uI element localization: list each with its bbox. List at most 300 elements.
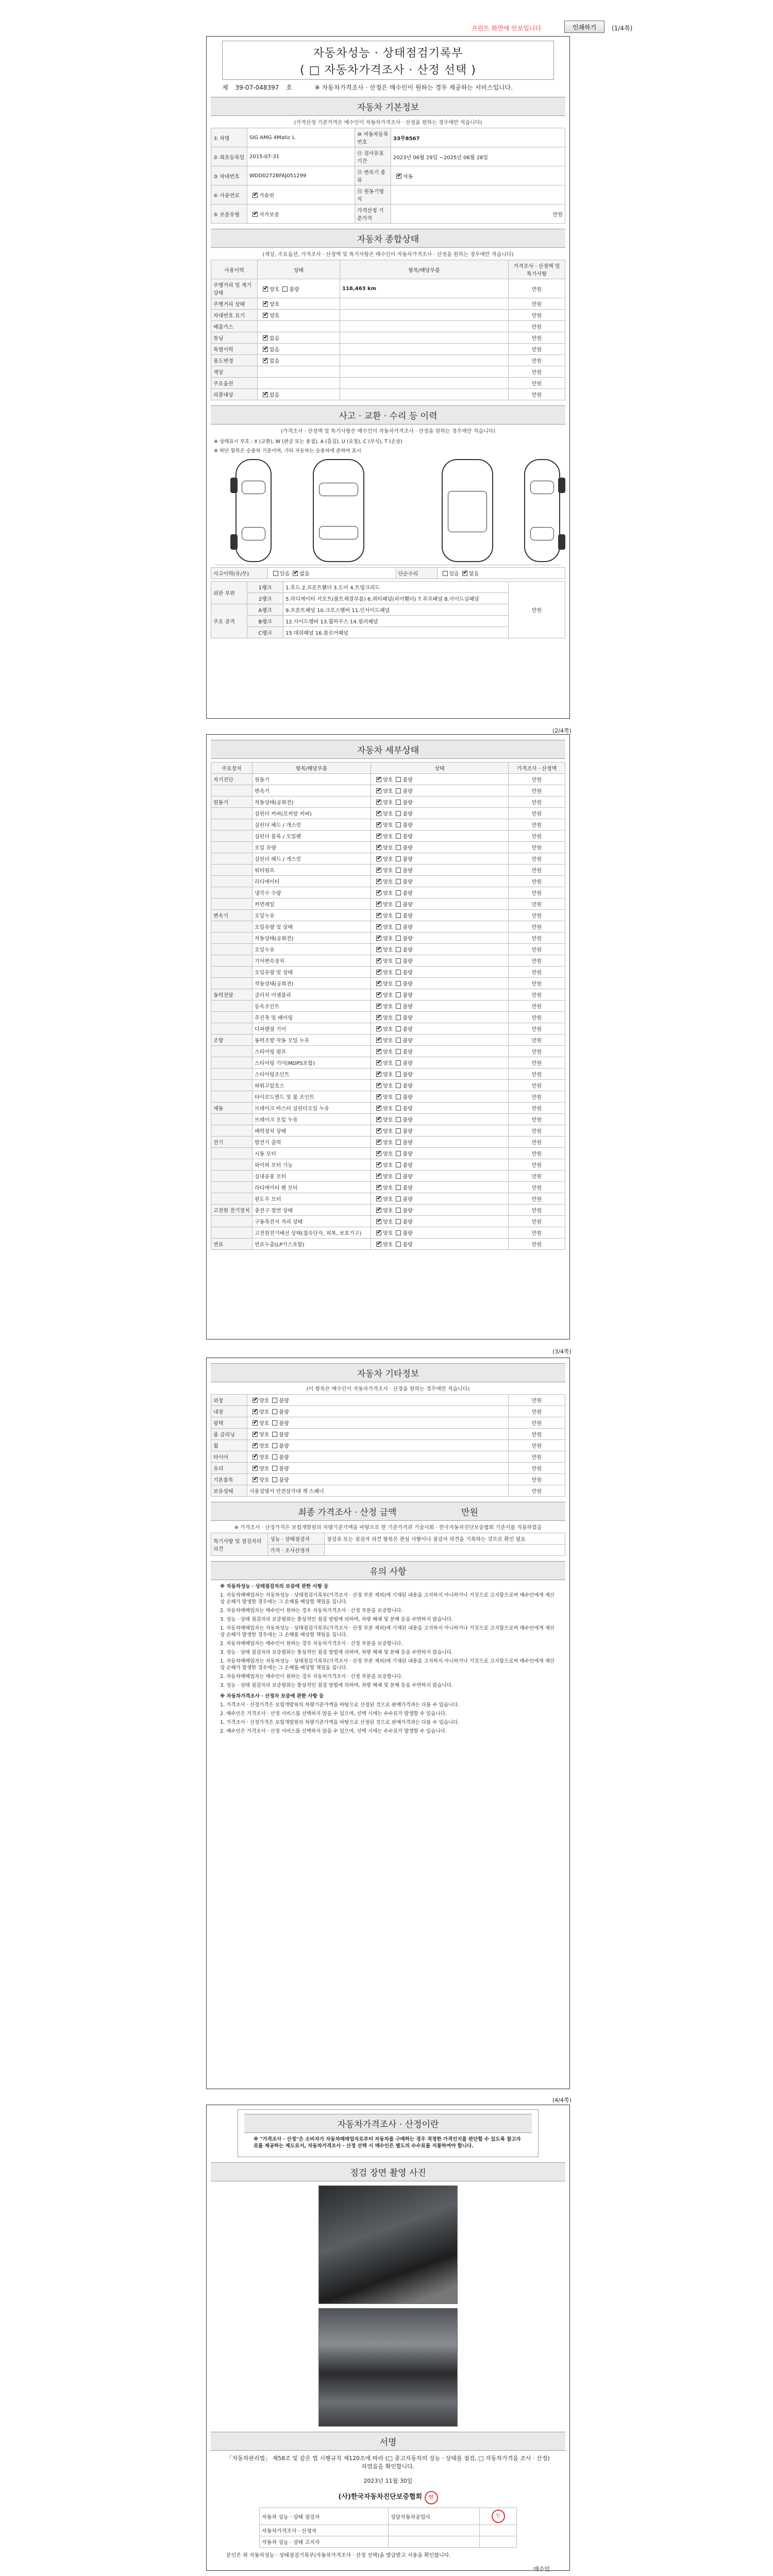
table-row: [211, 1091, 565, 1103]
checkbox-icon: [253, 1477, 258, 1482]
status-cell: [371, 1193, 509, 1205]
status-text: 불량: [402, 823, 413, 828]
table-row: [211, 1429, 565, 1440]
checkbox-icon: [376, 1015, 381, 1020]
price-cell: 만원: [509, 842, 565, 853]
price-cell: 만원: [509, 378, 565, 389]
buyer-row: [211, 2562, 565, 2576]
checkbox-icon: [263, 392, 268, 397]
table-row: [211, 1474, 565, 1485]
status-text: 양호: [383, 868, 393, 874]
table-row: [211, 298, 565, 310]
checkbox-icon: [396, 1083, 401, 1088]
group-cell: [211, 1080, 253, 1091]
table-row: [211, 1069, 565, 1080]
item-cell: 시동 모터: [253, 1148, 371, 1159]
group-cell: [211, 785, 253, 796]
status-text: 양호: [259, 1410, 270, 1415]
status-text: 양호: [259, 1444, 270, 1449]
status-text: 양호: [383, 891, 393, 896]
checkbox-icon: [396, 902, 401, 907]
status-text: 양호: [383, 936, 393, 942]
label-cell: 주요 골격: [211, 604, 247, 638]
status-text: 양호: [383, 1140, 393, 1146]
checkbox-icon: [272, 1409, 277, 1414]
price-cell: 만원: [509, 1395, 565, 1406]
table-row: [211, 1485, 565, 1497]
price-table: [211, 1533, 565, 1556]
checkbox-icon: [396, 788, 401, 793]
checkbox-icon: [376, 845, 381, 850]
table-row: [211, 1148, 565, 1159]
value-cell: [283, 593, 509, 604]
status-text: 불량: [402, 1061, 413, 1066]
status-text: 불량: [402, 1140, 413, 1146]
status-text: 불량: [402, 1197, 413, 1202]
group-cell: [211, 955, 253, 967]
group-cell: 고전원 전기장치: [211, 1205, 253, 1216]
group-cell: 조향: [211, 1035, 253, 1046]
group-cell: [211, 967, 253, 978]
table-row: [211, 389, 565, 400]
notes-section: [211, 1561, 565, 1740]
status-cell: [258, 355, 340, 366]
table-row: [211, 989, 565, 1001]
status-text: 양호: [383, 800, 393, 806]
group-cell: [211, 1069, 253, 1080]
status-cell: [371, 1171, 509, 1182]
notes-body: [211, 1580, 565, 1740]
checkbox-icon: [253, 1409, 258, 1414]
group-cell: 변속기: [211, 910, 253, 921]
status-text: 양호: [383, 834, 393, 840]
label-cell: 성능 · 상태점검자: [268, 1533, 325, 1545]
page-3: [206, 1358, 570, 2089]
status-cell: [371, 842, 509, 853]
checkbox-icon: [376, 834, 381, 839]
price-cell: 만원: [509, 582, 565, 638]
item-cell: 충전구 절연 상태: [253, 1205, 371, 1216]
label-cell: ② 최초등록일: [211, 147, 247, 166]
label-cell: 자동차 성능 · 상태 점검자: [260, 2508, 389, 2525]
group-cell: [211, 1159, 253, 1171]
status-text: 불량: [402, 868, 413, 874]
checkbox-icon: [396, 1004, 401, 1009]
table-row: [211, 1533, 565, 1545]
checkbox-icon: [376, 981, 381, 986]
basic-info-section: [211, 97, 565, 224]
price-cell: 만원: [509, 279, 565, 298]
status-text: 불량: [402, 981, 413, 987]
checkbox-icon: [396, 834, 401, 839]
checkbox-icon: [272, 1420, 277, 1426]
status-cell: [247, 1395, 509, 1406]
price-cell: 만원: [509, 1137, 565, 1148]
group-cell: [211, 978, 253, 989]
status-text: 양호: [383, 1242, 393, 1248]
table-row: [211, 1216, 565, 1227]
checkbox-icon: [396, 1162, 401, 1167]
checkbox-icon: [396, 992, 401, 997]
table-row: [211, 865, 565, 876]
window-icon: [319, 483, 358, 496]
note-item: 1. 자동차매매업자는 자동차성능 · 상태점검기록부(가격조사 · 산정 부분 제외)에 기재된 내용을 고지하지 아니하거나 거짓으로 고지함으로써 매수인에게 재산상 손해가 발생한 경우에는 그 손해를 배상할 책임을 집니다.: [220, 1625, 554, 1638]
table-header-row: [211, 762, 565, 774]
doc-label: 제: [222, 84, 228, 91]
status-cell: [371, 1012, 509, 1023]
price-cell: 만원: [509, 1103, 565, 1114]
status-text: 불량: [402, 959, 413, 964]
status-text: 있음: [449, 571, 459, 577]
status-cell: [371, 978, 509, 989]
table-row: [211, 321, 565, 332]
status-text: 불량: [402, 1015, 413, 1021]
table-row: [211, 1035, 565, 1046]
group-cell: [211, 1216, 253, 1227]
group-cell: [211, 1057, 253, 1069]
table-row: [211, 831, 565, 842]
item-label: 광택: [211, 1417, 247, 1429]
group-cell: [211, 876, 253, 887]
status-cell: [371, 1069, 509, 1080]
checkbox-icon: [376, 1208, 381, 1213]
price-sub: ※ 가격조사 · 산정가격은 보험개발원의 차량기준가액을 바탕으로 한 기준가격과 기술사회 · 한국자동차진단보증협회 기준서를 적용하였음: [234, 1525, 542, 1531]
engine-bay-photo: [318, 2185, 458, 2304]
status-text: 양호: [383, 1038, 393, 1044]
price-cell: 만원: [509, 865, 565, 876]
checkbox-icon: [376, 1151, 381, 1156]
group-cell: [211, 1171, 253, 1182]
checkbox-icon: [376, 1162, 381, 1167]
status-text: 양호: [383, 1219, 393, 1225]
value-text: 자동: [403, 174, 413, 180]
table-row: [211, 876, 565, 887]
accident-sub: (가격조사 · 산정액 및 특기사항은 매수인이 자동차가격조사 · 산정을 원하는 경우에만 적습니다): [280, 429, 496, 434]
item-cell: 추진축 및 베어링: [253, 1012, 371, 1023]
status-text: 양호: [259, 1432, 270, 1438]
checkbox-icon: [376, 788, 381, 793]
value-cell: [340, 310, 509, 321]
status-cell: [371, 989, 509, 1001]
status-cell: [371, 899, 509, 910]
value-cell: [340, 355, 509, 366]
label-cell: ① 차명: [211, 128, 247, 147]
checkbox-icon: [263, 286, 268, 292]
note-item: 2. 자동차매매업자는 매수인이 원하는 경우 자동차가격조사 · 산정 부분을 보증합니다.: [220, 1674, 403, 1680]
price-cell: 만원: [509, 774, 565, 785]
value-cell: [391, 185, 565, 205]
accident-summary-table: [211, 567, 565, 579]
label-cell: ③ 차대번호: [211, 166, 247, 185]
checkbox-icon: [376, 1230, 381, 1235]
price-cell: 만원: [509, 967, 565, 978]
checkbox-icon: [376, 1219, 381, 1224]
table-row: [211, 147, 565, 166]
value-cell: 9.프론트패널 10.크로스멤버 11.인사이드패널: [283, 604, 509, 616]
checkbox-icon: [396, 1060, 401, 1065]
checkbox-icon: [396, 1196, 401, 1201]
accident-heading: 사고 · 교환 · 수리 등 이력: [211, 405, 565, 425]
status-text: 양호: [383, 1197, 393, 1202]
note-item: 2. 자동차매매업자는 매수인이 원하는 경우 자동차가격조사 · 산정 부분을 보증합니다.: [220, 1608, 403, 1614]
checkbox-icon: [376, 822, 381, 827]
item-cell: 고전원전기배선 상태(접속단자, 피복, 보호기구): [253, 1227, 371, 1239]
status-text: 양호: [383, 993, 393, 998]
checkbox-icon: [253, 1454, 258, 1460]
checkbox-icon: [396, 1242, 401, 1247]
price-cell: 만원: [509, 1216, 565, 1227]
price-cell: 만원: [509, 1023, 565, 1035]
status-text: 양호: [259, 1466, 270, 1472]
group-cell: [211, 1227, 253, 1239]
car-front-photo: [318, 2308, 458, 2427]
status-text: 불량: [402, 1185, 413, 1191]
checkbox-icon: [273, 571, 278, 576]
price-cell: 만원: [509, 1035, 565, 1046]
value-cell: [340, 321, 509, 332]
status-text: 불량: [402, 1208, 413, 1214]
checkbox-icon: [376, 1106, 381, 1111]
status-cell: [371, 921, 509, 933]
status-text: 불량: [402, 1242, 413, 1248]
price-cell: 만원: [509, 389, 565, 400]
checkbox-icon: [376, 1174, 381, 1179]
page-number: (1/4쪽): [612, 25, 633, 32]
status-text: 불량: [402, 1049, 413, 1055]
status-text: 양호: [270, 313, 280, 319]
item-cell: 등속조인트: [253, 1001, 371, 1012]
status-text: 양호: [383, 959, 393, 964]
note-item: 1. 자동차매매업자는 자동차성능 · 상태점검기록부(가격조사 · 산정 부분 제외)에 기재된 내용을 고지하지 아니하거나 거짓으로 고지함으로써 매수인에게 재산상 손해가 발생한 경우에는 그 손해를 배상할 책임을 집니다.: [220, 1658, 554, 1671]
odometer-cell: [340, 279, 509, 298]
price-cell: 만원: [509, 887, 565, 899]
status-text: 불량: [402, 1163, 413, 1168]
car-side-left-icon: [236, 459, 272, 562]
price-cell: 만원: [509, 1451, 565, 1463]
price-cell: 만원: [509, 1001, 565, 1012]
value-cell: [247, 185, 355, 205]
status-text: 양호: [383, 1174, 393, 1180]
item-cell: 기어변속장치: [253, 955, 371, 967]
table-row: [211, 279, 565, 298]
car-diagram: [215, 457, 561, 565]
status-text: 불량: [402, 970, 413, 976]
status-cell: [268, 568, 396, 579]
column-header: 항목/해당부품: [340, 260, 509, 279]
group-cell: [211, 1046, 253, 1057]
status-cell: [371, 1159, 509, 1171]
group-cell: [211, 944, 253, 955]
status-text: 양호: [383, 1129, 393, 1134]
label-cell: ④ 사용연료: [211, 185, 247, 205]
window-icon: [242, 481, 265, 494]
status-cell: [371, 808, 509, 819]
price-heading: [211, 1502, 565, 1521]
page-1: [206, 36, 570, 719]
price-cell: 만원: [509, 355, 565, 366]
status-text: 양호: [383, 845, 393, 851]
photo-heading: 점검 장면 촬영 사진: [211, 2162, 565, 2181]
item-label: 룸 클리닝: [211, 1429, 247, 1440]
table-row: [211, 1227, 565, 1239]
status-cell: [371, 967, 509, 978]
item-cell: 윈도우 모터: [253, 1193, 371, 1205]
checkbox-icon: [376, 879, 381, 884]
page-number: (2/4쪽): [552, 727, 572, 734]
note-item: 1. 자동차매매업자는 자동차성능 · 상태점검기록부(가격조사 · 산정 부분 제외)에 기재된 내용을 고지하지 아니하거나 거짓으로 고지함으로써 매수인에게 재산상 손해가 발생한 경우에는 그 손해를 배상할 책임을 집니다.: [220, 1592, 554, 1605]
group-cell: [211, 1182, 253, 1193]
item-cell: 브레이크 마스터 실린더오일 누유: [253, 1103, 371, 1114]
item-cell: 작동상태(공회전): [253, 978, 371, 989]
checkbox-icon: [396, 800, 401, 805]
value-cell: 점검유 또는 점검자 의견 항목은 관심 사항이나 점검자 의견을 기록하는 것으로 확인 필요: [325, 1533, 565, 1545]
status-cell: [371, 1216, 509, 1227]
sign-text: 「자동차관리법」 제58조 및 같은 법 시행규칙 제120조에 따라 (□ 중고자동차의 성능 · 상태를 점검, □ 자동차가격을 조사 · 산정)하였음을 확인합니다.: [226, 2455, 550, 2470]
price-cell: 만원: [509, 1406, 565, 1417]
price-cell: 만원: [509, 796, 565, 808]
group-cell: [211, 1125, 253, 1137]
status-text: 양호: [383, 925, 393, 930]
group-cell: 전기: [211, 1137, 253, 1148]
item-cell: 라디에이터 팬 모터: [253, 1182, 371, 1193]
price-cell: 만원: [509, 1148, 565, 1159]
status-cell: [371, 1125, 509, 1137]
status-cell: [247, 1429, 509, 1440]
checkbox-icon: [396, 868, 401, 873]
group-cell: [211, 1091, 253, 1103]
checkbox-icon: [253, 212, 258, 217]
price-cell: 만원: [509, 1429, 565, 1440]
sign-heading: 서명: [211, 2432, 565, 2451]
checkbox-icon: [253, 1420, 258, 1426]
group-cell: [211, 1012, 253, 1023]
rank-table: [211, 581, 565, 638]
window-icon: [530, 527, 554, 540]
status-text: 양호: [259, 1421, 270, 1427]
status-text: 양호: [259, 1455, 270, 1461]
value-cell: [340, 389, 509, 400]
status-cell: [437, 568, 565, 579]
status-text: 불량: [279, 1410, 289, 1415]
checkbox-icon: [376, 1049, 381, 1054]
status-text: 양호: [383, 1083, 393, 1089]
group-cell: [211, 899, 253, 910]
status-text: 양호: [383, 777, 393, 783]
checkbox-icon: [376, 1060, 381, 1065]
status-text: 불량: [279, 1398, 289, 1404]
table-row: [211, 1103, 565, 1114]
status-text: 불량: [402, 1219, 413, 1225]
status-text: 양호: [383, 1049, 393, 1055]
status-text: 양호: [383, 1095, 393, 1100]
item-label: 기본품목: [211, 1474, 247, 1485]
table-header-row: [211, 260, 565, 279]
checkbox-icon: [396, 1128, 401, 1133]
status-cell: [371, 933, 509, 944]
price-cell: 만원: [509, 1193, 565, 1205]
price-cell: 만원: [509, 808, 565, 819]
status-text: 양호: [383, 1106, 393, 1112]
table-row: [211, 1001, 565, 1012]
other-table: [211, 1394, 565, 1497]
page-number: (3/4쪽): [552, 1348, 572, 1355]
checkbox-icon: [396, 1072, 401, 1077]
seal-icon: 인: [492, 2510, 505, 2523]
checkbox-icon: [272, 1477, 277, 1482]
table-row: [211, 205, 565, 224]
table-row: [211, 1159, 565, 1171]
checkbox-icon: [376, 868, 381, 873]
status-text: 없음: [270, 393, 280, 398]
price-cell: 만원: [509, 933, 565, 944]
item-cell: 실린더 블록 / 오일팬: [253, 831, 371, 842]
checkbox-icon: [376, 1038, 381, 1043]
price-cell: 만원: [509, 831, 565, 842]
table-row: [211, 1125, 565, 1137]
page-2: [206, 734, 570, 1340]
checkbox-icon: [396, 1049, 401, 1054]
item-cell: 작동상태(공회전): [253, 933, 371, 944]
item-cell: 구동축전지 격리 상태: [253, 1216, 371, 1227]
accident-section: [211, 405, 565, 638]
print-button[interactable]: 인쇄하기: [564, 21, 604, 33]
note-item: 2. 매수인은 가격조사 · 산정 서비스를 선택하지 않을 수 있으며, 선택 시에는 수수료가 발생할 수 있습니다.: [220, 1711, 447, 1717]
table-row: [260, 2536, 517, 2548]
car-side-right-icon: [524, 459, 560, 562]
price-info-text: ※ "가격조사 · 산정"은 소비자가 자동차매매업자로부터 자동차를 구매하는 경우 적정한 가격인지를 판단할 수 있도록 참고자료를 제공하는 제도로서, 자동차가격조사 · 산정 선택 시 매수인은 별도의 수수료를 지불하여야 합니다.: [254, 2137, 521, 2149]
other-section: [211, 1363, 565, 1497]
detail-table: [211, 762, 565, 1250]
status-text: 불량: [402, 1117, 413, 1123]
item-label: 내장: [211, 1406, 247, 1417]
checkbox-icon: [376, 1196, 381, 1201]
title-line-1: 자동차성능 · 상태점검기록부: [313, 47, 463, 60]
checkbox-icon: [376, 856, 381, 861]
checkbox-icon: [396, 1208, 401, 1213]
table-row: [211, 796, 565, 808]
price-heading-text: 최종 가격조사 · 산정 금액: [298, 1507, 397, 1518]
status-text: 양호: [383, 913, 393, 919]
status-cell: [247, 1440, 509, 1451]
status-text: 양호: [383, 789, 393, 794]
status-text: 불량: [279, 1444, 289, 1449]
note-item: 3. 성능 · 상태 점검자의 보증범위는 통상적인 점검 방법에 의하며, 차량 해체 및 분해 등을 수반하지 않습니다.: [220, 1650, 453, 1655]
status-text: 불량: [279, 1478, 289, 1483]
group-cell: [211, 1193, 253, 1205]
table-row: [211, 310, 565, 321]
table-row: [211, 1182, 565, 1193]
wheel-icon: [558, 478, 565, 493]
status-text: 불량: [402, 1231, 413, 1236]
checkbox-icon: [396, 890, 401, 895]
status-text: 양호: [383, 823, 393, 828]
price-cell: 만원: [509, 1227, 565, 1239]
checkbox-icon: [376, 1128, 381, 1133]
status-text: 불량: [402, 857, 413, 862]
odometer-value: 116,463 km: [342, 285, 377, 292]
page-number: (4/4쪽): [552, 2097, 572, 2104]
item-cell: 클러치 어셈블리: [253, 989, 371, 1001]
item-cell: 동력조향 작동 오일 누유: [253, 1035, 371, 1046]
table-row: [211, 978, 565, 989]
document-title: [222, 41, 554, 80]
price-cell: 만원: [509, 366, 565, 378]
table-row: [211, 944, 565, 955]
checkbox-icon: [396, 856, 401, 861]
basic-info-sub: (가격산정 기준가격은 매수인이 자동차가격조사 · 산정을 원하는 경우에만 적습니다): [294, 120, 482, 126]
column-header: 사용이력: [211, 260, 258, 279]
value-cell: [325, 1545, 565, 1556]
